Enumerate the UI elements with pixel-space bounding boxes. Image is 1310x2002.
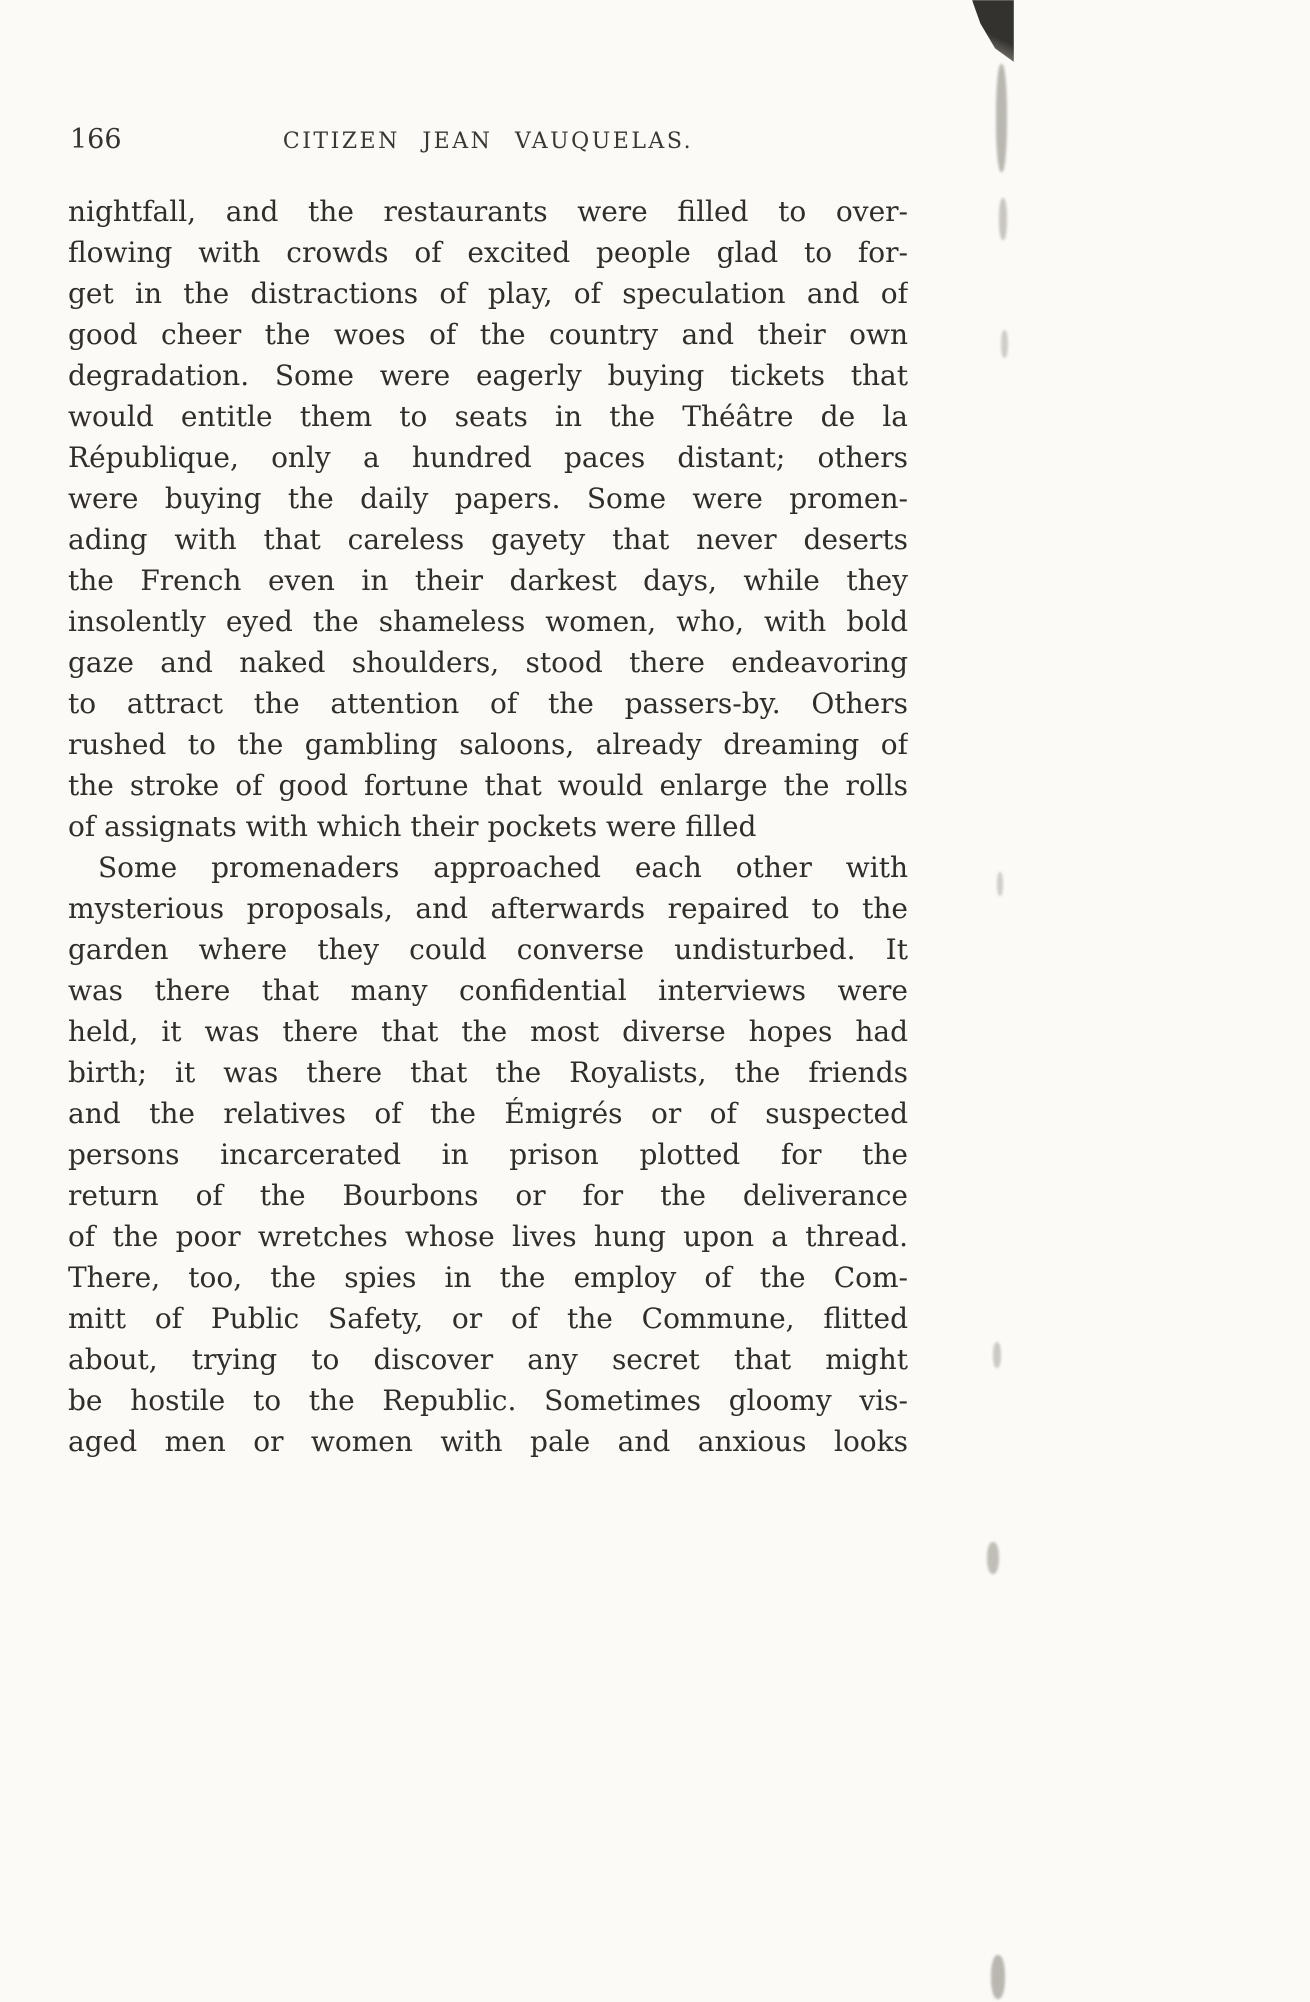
scan-artifact (991, 1955, 1005, 1999)
text-line: mysterious proposals, and afterwards repaired to the (68, 892, 908, 925)
text-line: held, it was there that the most diverse hopes had (68, 1015, 908, 1048)
scan-artifact (999, 198, 1007, 240)
scan-artifact (993, 1342, 1001, 1368)
text-line: garden where they could converse undisturbed. It (68, 933, 908, 966)
text-line: get in the distractions of play, of speculation and of (68, 277, 908, 310)
scan-artifact (996, 64, 1007, 172)
text-line: mitt of Public Safety, or of the Commune, flitted (68, 1302, 908, 1335)
text-line: gaze and naked shoulders, stood there endeavoring (68, 646, 908, 679)
text-line: and the relatives of the Émigrés or of suspected (68, 1097, 908, 1130)
scan-artifact (997, 872, 1003, 896)
text-line: of assignats with which their pockets were filled (68, 810, 757, 843)
text-line: aged men or women with pale and anxious looks (68, 1425, 908, 1458)
page-body (68, 191, 908, 1462)
text-line: flowing with crowds of excited people glad to for- (68, 236, 908, 269)
text-line: were buying the daily papers. Some were promen- (68, 482, 908, 515)
ink-smudge-corner (972, 0, 1014, 62)
text-line: ading with that careless gayety that never deserts (68, 523, 908, 556)
text-line: birth; it was there that the Royalists, the friends (68, 1056, 908, 1089)
text-line: be hostile to the Republic. Sometimes gloomy vis- (68, 1384, 908, 1417)
text-line: degradation. Some were eagerly buying tickets that (68, 359, 908, 392)
text-line: to attract the attention of the passers-by. Others (68, 687, 908, 720)
text-line: insolently eyed the shameless women, who, with bold (68, 605, 908, 638)
text-line: République, only a hundred paces distant; others (68, 441, 908, 474)
running-header: CITIZEN JEAN VAUQUELAS. (282, 129, 694, 154)
text-line: Some promenaders approached each other with (98, 851, 908, 884)
scan-artifact (987, 1542, 999, 1574)
text-line: return of the Bourbons or for the deliverance (68, 1179, 908, 1212)
text-line: rushed to the gambling saloons, already dreaming of (68, 728, 908, 761)
text-line: about, trying to discover any secret that might (68, 1343, 908, 1376)
scan-artifact (1001, 330, 1008, 358)
text-line: nightfall, and the restaurants were filled to over- (68, 195, 908, 228)
text-line: persons incarcerated in prison plotted for the (68, 1138, 908, 1171)
text-line: good cheer the woes of the country and their own (68, 318, 908, 351)
text-line: was there that many confidential interviews were (68, 974, 908, 1007)
text-line: of the poor wretches whose lives hung upon a thread. (68, 1220, 908, 1253)
text-line: There, too, the spies in the employ of the Com- (68, 1261, 908, 1294)
text-line: would entitle them to seats in the Théâtre de la (68, 400, 908, 433)
text-line: the French even in their darkest days, while they (68, 564, 908, 597)
page-number: 166 (70, 124, 122, 155)
text-line: the stroke of good fortune that would enlarge the rolls (68, 769, 908, 802)
page-header-row (68, 122, 908, 162)
